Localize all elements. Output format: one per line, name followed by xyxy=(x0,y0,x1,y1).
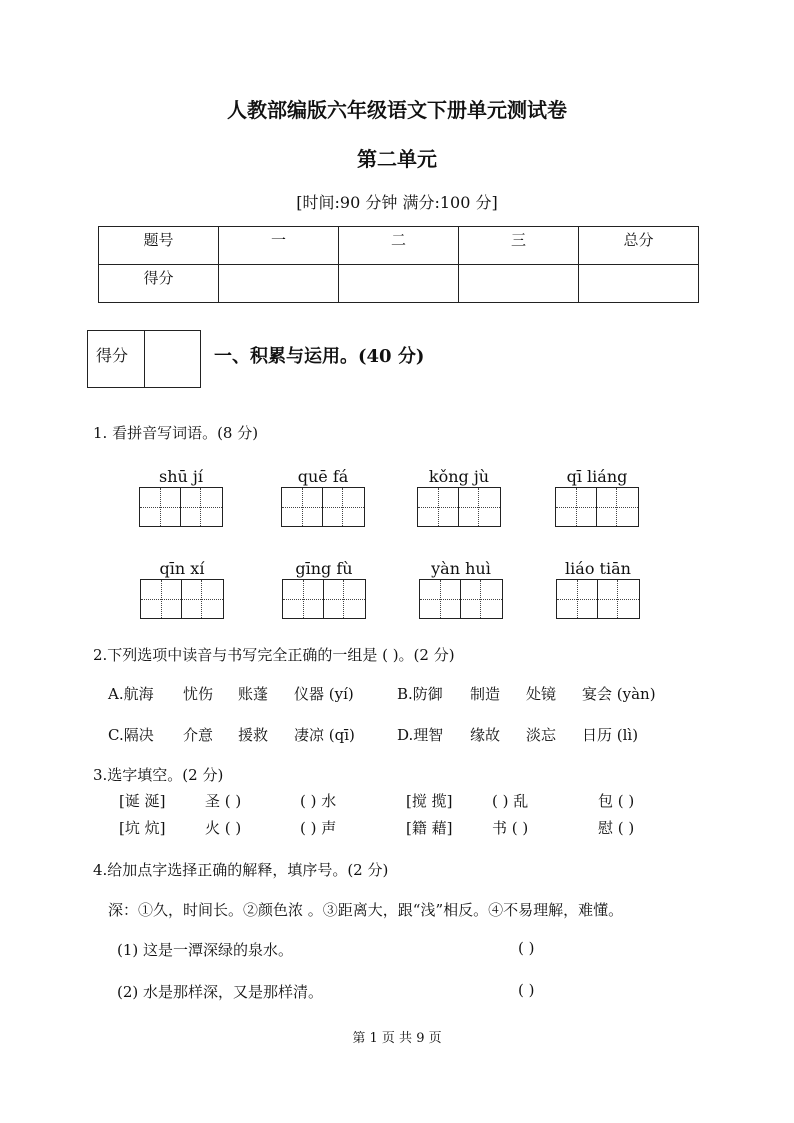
unit-title: 第二单元 xyxy=(357,147,437,171)
char-pair: [坑 炕] xyxy=(119,819,166,837)
score-cell[interactable] xyxy=(339,265,459,303)
answer-blank[interactable]: ( ) xyxy=(518,981,535,999)
score-cell[interactable] xyxy=(219,265,339,303)
pinyin-label: yàn huì xyxy=(431,559,491,578)
writing-grid[interactable] xyxy=(140,579,224,619)
score-table-score-row xyxy=(99,265,699,303)
section-score-label: 得分 xyxy=(96,346,129,365)
option-word: 账蓬 xyxy=(238,685,269,703)
pinyin-label: gīng fù xyxy=(295,559,353,578)
score-table xyxy=(98,226,699,303)
section-heading: 一、积累与运用。(40 分) xyxy=(214,346,425,367)
writing-grid[interactable] xyxy=(282,579,366,619)
pinyin-group xyxy=(419,559,503,579)
char-pair: [诞 涎] xyxy=(119,792,166,810)
option-word: 处镜 xyxy=(526,685,557,703)
fill-blank[interactable]: 慰 ( ) xyxy=(598,819,635,837)
q4-prompt: 4.给加点字选择正确的解释，填序号。(2 分) xyxy=(93,861,389,879)
q3-prompt: 3.选字填空。(2 分) xyxy=(93,766,224,784)
time-info: [时间:90 分钟 满分:100 分] xyxy=(296,193,498,212)
fill-blank[interactable]: ( ) 声 xyxy=(300,819,337,837)
pinyin-group xyxy=(139,467,223,487)
score-table-header-row xyxy=(99,227,699,265)
score-cell: 得分 xyxy=(99,265,219,303)
option-word: 仪器 (yí) xyxy=(294,685,354,703)
option-word: 凄凉 (qī) xyxy=(294,726,355,744)
pinyin-label: qī liáng xyxy=(566,467,628,486)
pinyin-group xyxy=(417,467,501,487)
fill-blank[interactable]: 圣 ( ) xyxy=(205,792,242,810)
fill-blank[interactable]: 书 ( ) xyxy=(492,819,529,837)
page-title: 人教部编版六年级语文下册单元测试卷 xyxy=(227,98,567,122)
pinyin-group xyxy=(282,559,366,579)
score-cell: 二 xyxy=(339,227,459,265)
option-word: C.隔决 xyxy=(108,726,154,744)
fill-blank[interactable]: ( ) 水 xyxy=(300,792,337,810)
option-word: 缘故 xyxy=(470,726,501,744)
q4-item-1: (1) 这是一潭深绿的泉水。 xyxy=(117,941,294,959)
writing-grid[interactable] xyxy=(419,579,503,619)
writing-grid[interactable] xyxy=(139,487,223,527)
char-pair: [籍 藉] xyxy=(406,819,453,837)
score-cell[interactable] xyxy=(459,265,579,303)
section-score-box xyxy=(87,330,201,388)
pinyin-label: kǒng jù xyxy=(428,467,490,486)
pinyin-group xyxy=(140,559,224,579)
section-score-divider xyxy=(144,331,145,387)
option-word: 忧伤 xyxy=(183,685,214,703)
pinyin-group xyxy=(281,467,365,487)
q2-prompt: 2.下列选项中读音与书写完全正确的一组是 ( )。(2 分) xyxy=(93,646,455,664)
fill-blank[interactable]: 火 ( ) xyxy=(205,819,242,837)
score-cell: 一 xyxy=(219,227,339,265)
pinyin-label: shū jí xyxy=(159,467,203,486)
option-word: A.航海 xyxy=(108,685,154,703)
fill-blank[interactable]: ( ) 乱 xyxy=(492,792,529,810)
score-cell: 三 xyxy=(459,227,579,265)
writing-grid[interactable] xyxy=(281,487,365,527)
page-number: 第 1 页 共 9 页 xyxy=(352,1031,442,1046)
option-word: 制造 xyxy=(470,685,501,703)
char-pair: [搅 揽] xyxy=(406,792,453,810)
score-cell: 总分 xyxy=(579,227,699,265)
pinyin-group xyxy=(555,467,639,487)
score-cell[interactable] xyxy=(579,265,699,303)
pinyin-group xyxy=(556,559,640,579)
option-word: D.理智 xyxy=(397,726,444,744)
option-word: 介意 xyxy=(183,726,214,744)
writing-grid[interactable] xyxy=(555,487,639,527)
q4-item-2: (2) 水是那样深，又是那样清。 xyxy=(117,983,324,1001)
writing-grid[interactable] xyxy=(556,579,640,619)
pinyin-label: quē fá xyxy=(297,467,349,486)
score-cell: 题号 xyxy=(99,227,219,265)
writing-grid[interactable] xyxy=(417,487,501,527)
pinyin-label: liáo tiān xyxy=(565,559,631,578)
option-word: 援救 xyxy=(238,726,269,744)
option-word: 宴会 (yàn) xyxy=(582,685,656,703)
q1-prompt: 1. 看拼音写词语。(8 分) xyxy=(93,424,259,442)
q4-definition: 深：①久，时间长。②颜色浓 。③距离大，跟“浅”相反。④不易理解，难懂。 xyxy=(108,901,624,919)
pinyin-label: qīn xí xyxy=(159,559,205,578)
answer-blank[interactable]: ( ) xyxy=(518,939,535,957)
option-word: B.防御 xyxy=(397,685,443,703)
option-word: 日历 (lì) xyxy=(582,726,639,744)
option-word: 淡忘 xyxy=(526,726,557,744)
fill-blank[interactable]: 包 ( ) xyxy=(598,792,635,810)
